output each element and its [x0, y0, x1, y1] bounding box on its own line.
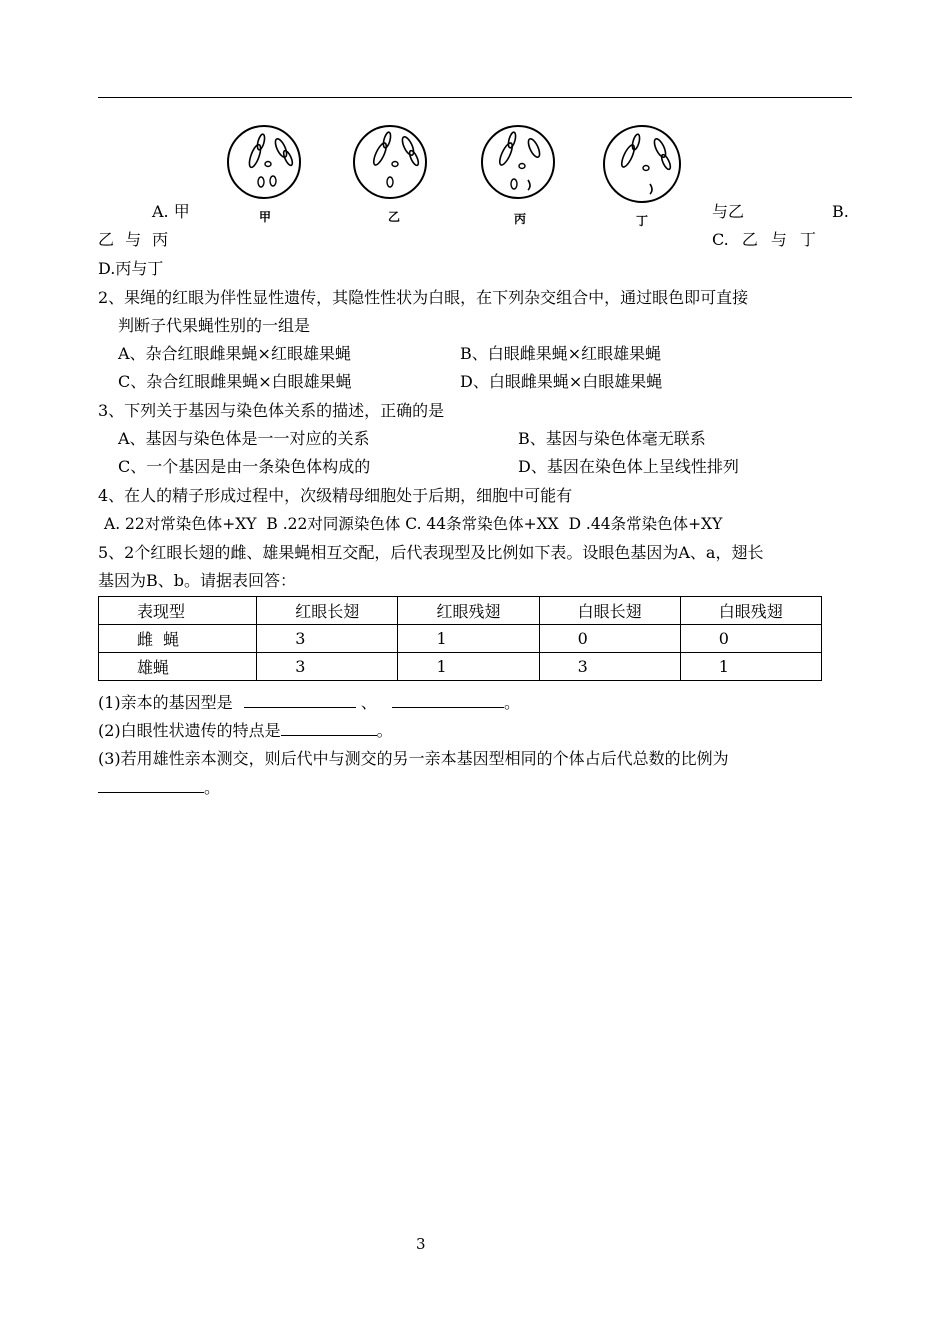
table-header-cell: 红眼残翅: [398, 597, 539, 625]
q2-option-b: B、白眼雌果蝇×红眼雄果蝇: [460, 344, 662, 363]
q1-option-d: D.丙与丁: [98, 259, 164, 278]
table-header-row: [99, 597, 822, 625]
table-header-cell: 红眼长翅: [257, 597, 398, 625]
q3-option-d: D、基因在染色体上呈线性排列: [518, 457, 739, 476]
q5-sub3-end: 。: [204, 778, 221, 797]
table-cell: 雌 蝇: [99, 625, 257, 653]
q3-option-c: C、一个基因是由一条染色体构成的: [118, 457, 371, 476]
table-cell: 1: [398, 625, 539, 653]
q5-sub1: [98, 692, 520, 713]
cell-label-ding: 丁: [636, 214, 649, 228]
cell-label-yi: 乙: [388, 210, 401, 224]
table-cell: 1: [398, 653, 539, 681]
page-number: 3: [416, 1235, 426, 1253]
cell-diagram-bing: [478, 118, 560, 230]
answer-blank[interactable]: [392, 692, 504, 708]
table-cell: 1: [680, 653, 821, 681]
q5-sub1-separator: 、: [360, 693, 377, 712]
cell-diagram-yi: [350, 118, 432, 230]
table-cell: 0: [680, 625, 821, 653]
table-header-cell: 白眼残翅: [680, 597, 821, 625]
q1-option-b: 乙 与 丙: [98, 230, 169, 249]
q5-sub1-end: 。: [503, 693, 520, 712]
q5-sub2-prefix: (2)白眼性状遗传的特点是: [98, 721, 281, 740]
q2-option-a: A、杂合红眼雌果蝇×红眼雄果蝇: [118, 344, 351, 363]
answer-blank[interactable]: [281, 720, 377, 736]
q1-option-c: C. 乙 与 丁: [712, 230, 817, 249]
q1-option-b-prefix: B.: [832, 202, 849, 221]
answer-blank[interactable]: [98, 777, 204, 793]
table-cell: 3: [257, 653, 398, 681]
q5-stem-line2: 基因为B、b。请据表回答：: [98, 571, 297, 590]
q3-stem: 3、下列关于基因与染色体关系的描述，正确的是: [98, 401, 445, 420]
table-cell: 0: [539, 625, 680, 653]
cell-label-bing: 丙: [514, 212, 527, 226]
q2-stem-line2: 判断子代果蝇性别的一组是: [118, 316, 311, 335]
cell-diagram-ding: [598, 118, 688, 230]
table-cell: 雄蝇: [99, 653, 257, 681]
q2-stem-line1: 2、果绳的红眼为伴性显性遗传，其隐性性状为白眼，在下列杂交组合中，通过眼色即可直接: [98, 288, 749, 307]
answer-blank[interactable]: [244, 692, 356, 708]
table-row: [99, 625, 822, 653]
phenotype-table: [98, 596, 822, 681]
q5-sub2-end: 。: [376, 721, 393, 740]
q2-option-d: D、白眼雌果蝇×白眼雄果蝇: [460, 372, 663, 391]
table-header-cell: 表现型: [99, 597, 257, 625]
q4-options: A. 22对常染色体+XY B .22对同源染色体 C. 44条常染色体+XX D .44条常染色体+XY: [104, 515, 723, 533]
table-header-cell: 白眼长翅: [539, 597, 680, 625]
q3-option-b: B、基因与染色体毫无联系: [518, 429, 706, 448]
q5-sub1-prefix: (1)亲本的基因型是: [98, 693, 233, 712]
q5-sub3-line2: [98, 777, 220, 798]
table-row: [99, 653, 822, 681]
header-rule: [98, 97, 852, 98]
q5-sub3-line1: (3)若用雄性亲本测交，则后代中与测交的另一亲本基因型相同的个体占后代总数的比例为: [98, 749, 729, 768]
cell-label-jia: 甲: [259, 210, 272, 224]
q1-option-a-prefix: A. 甲: [152, 202, 190, 221]
q4-stem: 4、在人的精子形成过程中，次级精母细胞处于后期，细胞中可能有: [98, 486, 573, 505]
table-cell: 3: [539, 653, 680, 681]
table-cell: 3: [257, 625, 398, 653]
q5-sub2: [98, 720, 393, 741]
q1-option-a-suffix: 与乙: [712, 202, 745, 221]
q2-option-c: C、杂合红眼雌果蝇×白眼雄果蝇: [118, 372, 352, 391]
cell-diagram-jia: [226, 118, 308, 230]
q5-stem-line1: 5、2个红眼长翅的雌、雄果蝇相互交配，后代表现型及比例如下表。设眼色基因为A、a，翅长: [98, 543, 764, 562]
q3-option-a: A、基因与染色体是一一对应的关系: [118, 429, 370, 448]
